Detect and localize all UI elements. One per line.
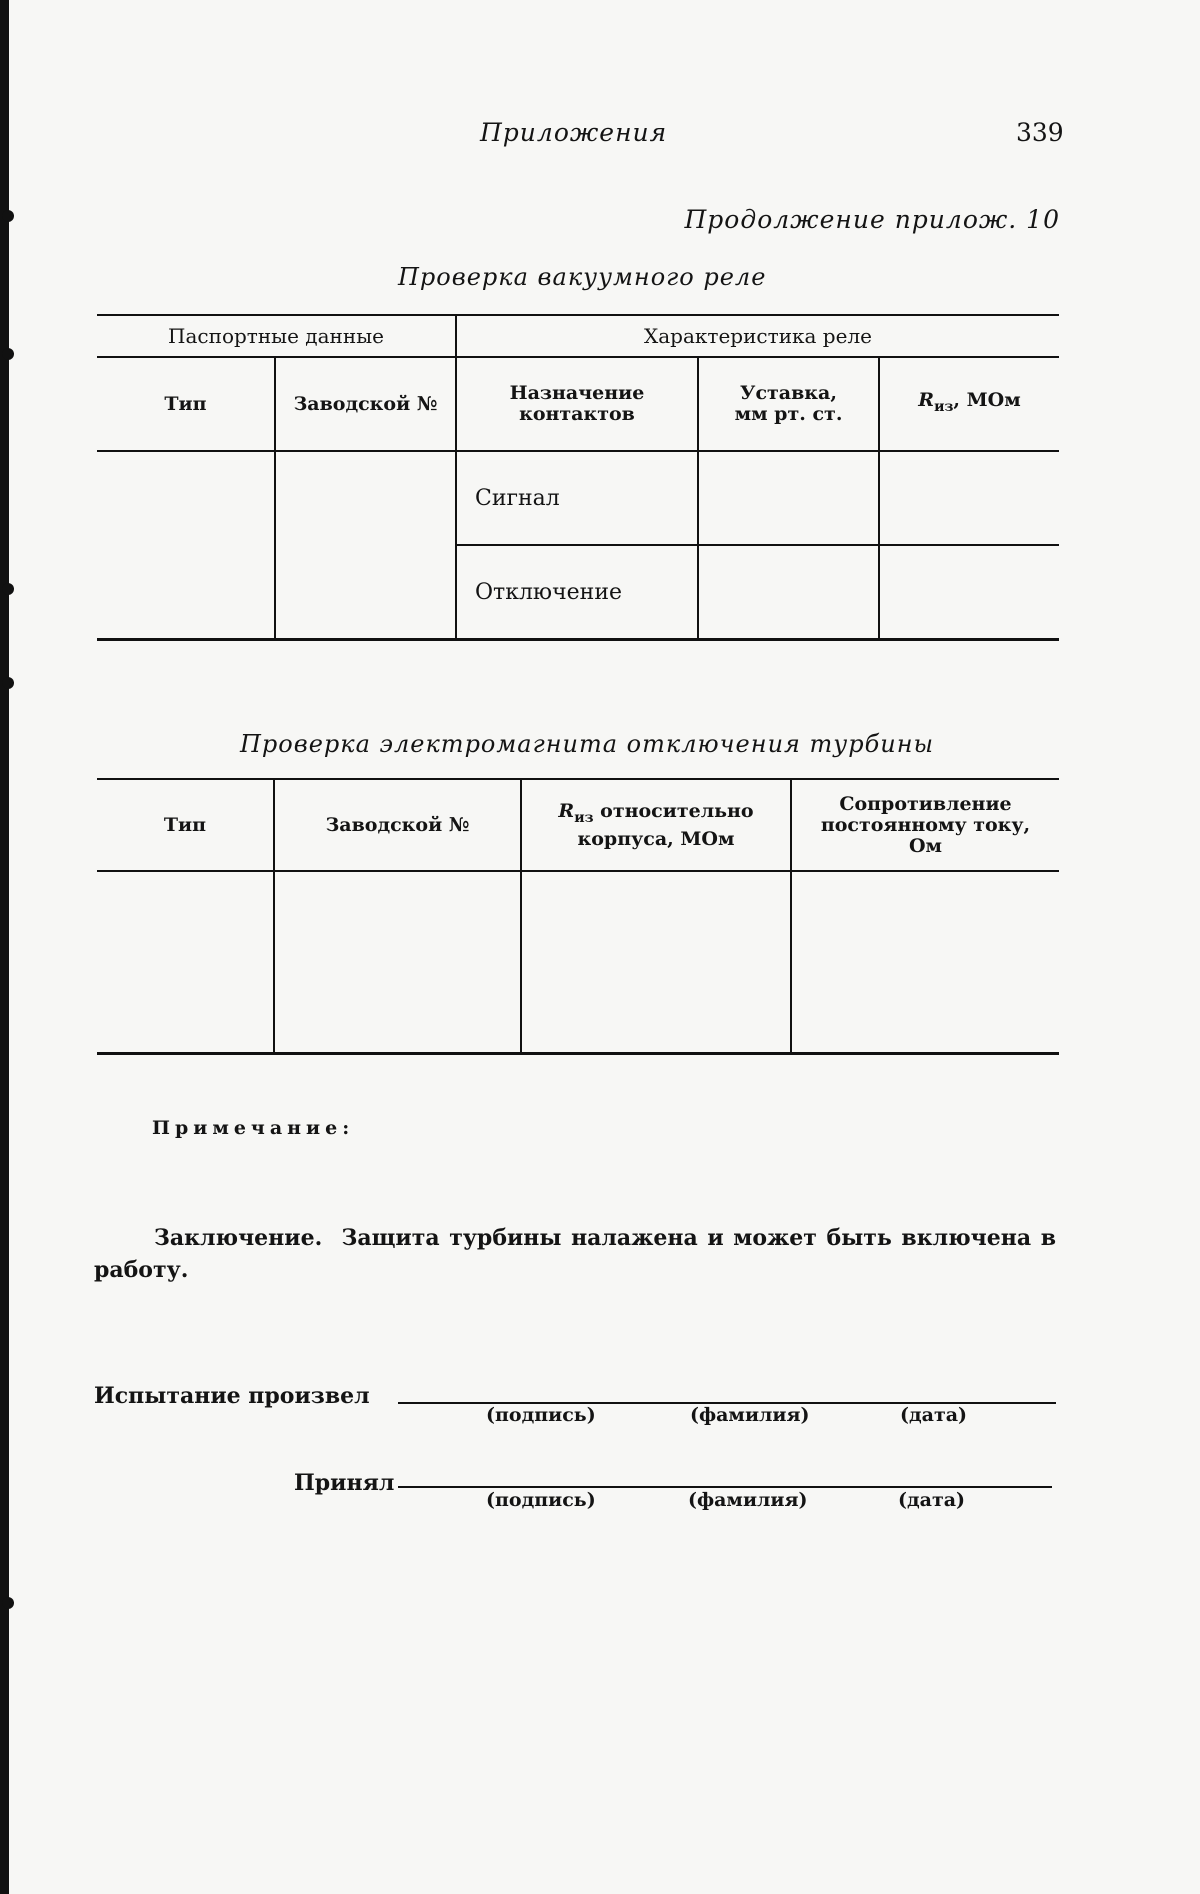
binding-hole: [2, 583, 14, 595]
dc-resistance-cell: [791, 871, 1059, 1054]
table-row: [97, 871, 1059, 1054]
table-row: [97, 451, 1059, 545]
binding-hole: [2, 210, 14, 222]
signature-caption: (подпись): [486, 1404, 596, 1426]
serial-cell: [275, 451, 456, 640]
continuation-label: Продолжение прилож. 10: [684, 205, 1060, 234]
type-column-header: Тип: [97, 357, 275, 451]
resistance-unit: , МОм: [953, 389, 1021, 411]
row-label-trip: Отключение: [456, 545, 698, 640]
surname-caption: (фамилия): [688, 1489, 808, 1511]
vacuum-relay-title: Проверка вакуумного реле: [398, 263, 767, 291]
binding-edge: [0, 0, 9, 1894]
electromagnet-title: Проверка электромагнита отключения турбины: [240, 730, 935, 758]
running-title: Приложения: [480, 118, 668, 147]
resistance-cell: [879, 451, 1059, 545]
setting-label: Уставка, мм рт. ст.: [734, 382, 843, 425]
row-label-signal: Сигнал: [456, 451, 698, 545]
setting-column-header: [698, 357, 879, 451]
insulation-symbol: R: [558, 799, 575, 822]
serial-number-column-header: Заводской №: [274, 779, 521, 871]
note-label: Примечание:: [152, 1117, 355, 1139]
type-cell: [97, 871, 274, 1054]
serial-cell: [274, 871, 521, 1054]
surname-caption: (фамилия): [690, 1404, 810, 1426]
date-caption: (дата): [898, 1489, 966, 1511]
insulation-cell: [521, 871, 791, 1054]
contacts-purpose-column-header: [456, 357, 698, 451]
date-caption: (дата): [900, 1404, 968, 1426]
insulation-subscript: из: [574, 809, 594, 826]
page-number: 339: [1016, 118, 1064, 147]
passport-data-header: Паспортные данные: [97, 315, 456, 357]
conclusion-lead: Заключение.: [154, 1225, 323, 1251]
conclusion-text: Защита турбины налажена и может быть включена в работу.: [94, 1225, 1057, 1283]
setting-cell: [698, 545, 879, 640]
type-cell: [97, 451, 275, 640]
insulation-text: относительно корпуса, МОм: [577, 799, 754, 850]
binding-hole: [2, 348, 14, 360]
binding-hole: [2, 1597, 14, 1609]
signature-caption: (подпись): [486, 1489, 596, 1511]
electromagnet-table: [97, 778, 1059, 1055]
type-column-header: Тип: [97, 779, 274, 871]
setting-cell: [698, 451, 879, 545]
conclusion-paragraph: [94, 1222, 1056, 1286]
relay-characteristics-header: Характеристика реле: [456, 315, 1059, 357]
accepted-by-signature-line: [398, 1486, 1052, 1488]
dc-resistance-column-header: [791, 779, 1059, 871]
resistance-symbol: R: [918, 389, 935, 411]
resistance-subscript: из: [934, 399, 954, 415]
vacuum-relay-table: [97, 314, 1059, 641]
dc-resistance-label: Сопротивление постоянному току, Ом: [820, 792, 1031, 857]
binding-hole: [2, 677, 14, 689]
accepted-by-label: Принял: [294, 1470, 395, 1496]
contacts-purpose-label: Назначение контактов: [509, 382, 645, 425]
resistance-cell: [879, 545, 1059, 640]
insulation-resistance-column-header: [879, 357, 1059, 451]
tested-by-label: Испытание произвел: [94, 1383, 370, 1409]
serial-number-column-header: Заводской №: [275, 357, 456, 451]
insulation-resistance-column-header: [521, 779, 791, 871]
